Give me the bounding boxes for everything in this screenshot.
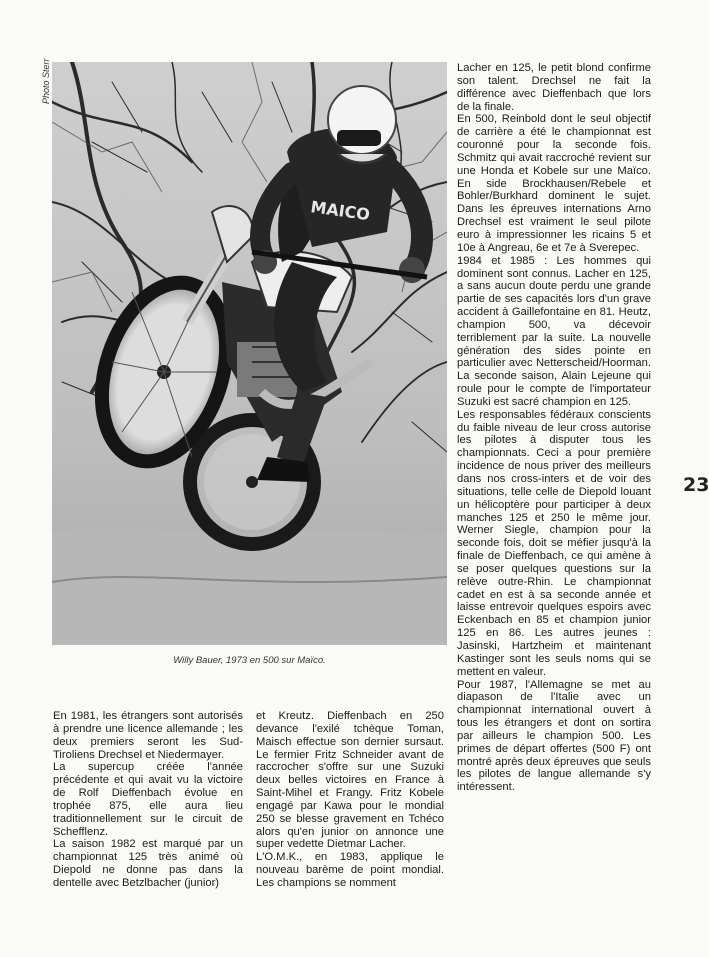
rider-illustration bbox=[52, 62, 447, 645]
jersey-text: MAICO bbox=[309, 197, 372, 225]
photo-caption: Willy Bauer, 1973 en 500 sur Maïco. bbox=[173, 655, 326, 666]
paragraph: et Kreutz. Dieffenbach en 250 devance l'exilé tchèque Toman, Maisch effectue son dernier sursaut. Le fermier Fritz Schneider avant de raccrocher s'offre sur une Suzuki deux belles victoires en France à Saint-Mihel et Frangy. Fritz Kobele engagé par Kawa pour le mondial 250 se blesse gravement en Tchéco alors qu'en junior on annonce une super vedette Dietmar Lacher. bbox=[256, 710, 444, 851]
article-column-right bbox=[457, 62, 651, 794]
paragraph: Lacher en 125, le petit blond confirme son talent. Drechsel ne fait la différence avec Dieffenbach que lors de la finale. bbox=[457, 62, 651, 113]
paragraph: La supercup créée l'année précédente et qui avait vu la victoire de Rolf Dieffenbach évolue en trophée 875, elle aura lieu traditionnellement sur le circuit de Schefflenz. bbox=[53, 761, 243, 838]
paragraph: 1984 et 1985 : Les hommes qui dominent sont connus. Lacher en 125, a sans aucun doute perdu une grande partie de ses capacités lors d'un grave accident à Gaillefontaine en 81. Heutz, champion 500, va décevoir terriblement par la suite. La nouvelle génération des sides pointe en particulier avec Netterscheid/Hoorman. La seconde saison, Alain Lejeune qui roule pour le compte de l'importateur Suzuki est sacré champion en 125. bbox=[457, 254, 651, 408]
paragraph: En 500, Reinbold dont le seul objectif de carrière a été le championnat est couronné pour la seconde fois. Schmitz qui avait raccroché revient sur une Honda et Kobele sur une Maïco. En side Brockhausen/Rebele et Bohler/Burkhard dominent le sujet. Dans les épreuves internations Arno Drechsel est vraiment le seul pilote euro à impressionner les ricains 5 et 10e à Angreau, 6e et 7e à Sverepec. bbox=[457, 113, 651, 254]
paragraph: En 1981, les étrangers sont autorisés à prendre une licence allemande ; les deux premiers seront les Sud-Tiroliens Drechsel et Niedermayer. bbox=[53, 710, 243, 761]
article-column-left bbox=[53, 710, 243, 890]
paragraph: La saison 1982 est marqué par un championnat 125 très animé où Diepold ne donne pas dans la dentelle avec Betzlbacher (junior) bbox=[53, 838, 243, 889]
paragraph: Pour 1987, l'Allemagne se met au diapason de l'Italie avec un championnat international ouvert à tous les étrangers et dont on sortira par ailleurs le champion 500. Les primes de départ offertes (500 F) ont montré après deux épreuves que seuls les pilotes de langue allemande s'y intéressent. bbox=[457, 678, 651, 794]
article-column-middle bbox=[256, 710, 444, 890]
paragraph: Les responsables fédéraux conscients du faible niveau de leur cross autorise les pilotes à disputer tous les championnats. Ceci a pour première incidence de nous priver des meilleurs dans nos cross-inters et de voir des situations, telle celle de Diepold louant un hélicoptère pour participer à deux manches 125 et 250 le même jour. Werner Siegle, champion pour la seconde fois, doit se méfier jusqu'à la finale de Dieffenbach, ce qui amène à se poser quelques questions sur la relève outre-Rhin. Le championnat cadet en est à sa seconde année et laisse entrevoir quelques espoirs avec Eckenbach en 85 et champion junior 125 en 86. Les autres jeunes : Jasinski, Hartzheim et maintenant Kastinger sont les seuls noms qui se mettent en valeur. bbox=[457, 408, 651, 678]
photo-credit: Photo Sterr bbox=[41, 58, 51, 104]
motocross-photo bbox=[52, 62, 447, 645]
page-number: 23 bbox=[683, 474, 709, 496]
paragraph: L'O.M.K., en 1983, applique le nouveau barème de point mondial. Les champions se nomment bbox=[256, 851, 444, 889]
